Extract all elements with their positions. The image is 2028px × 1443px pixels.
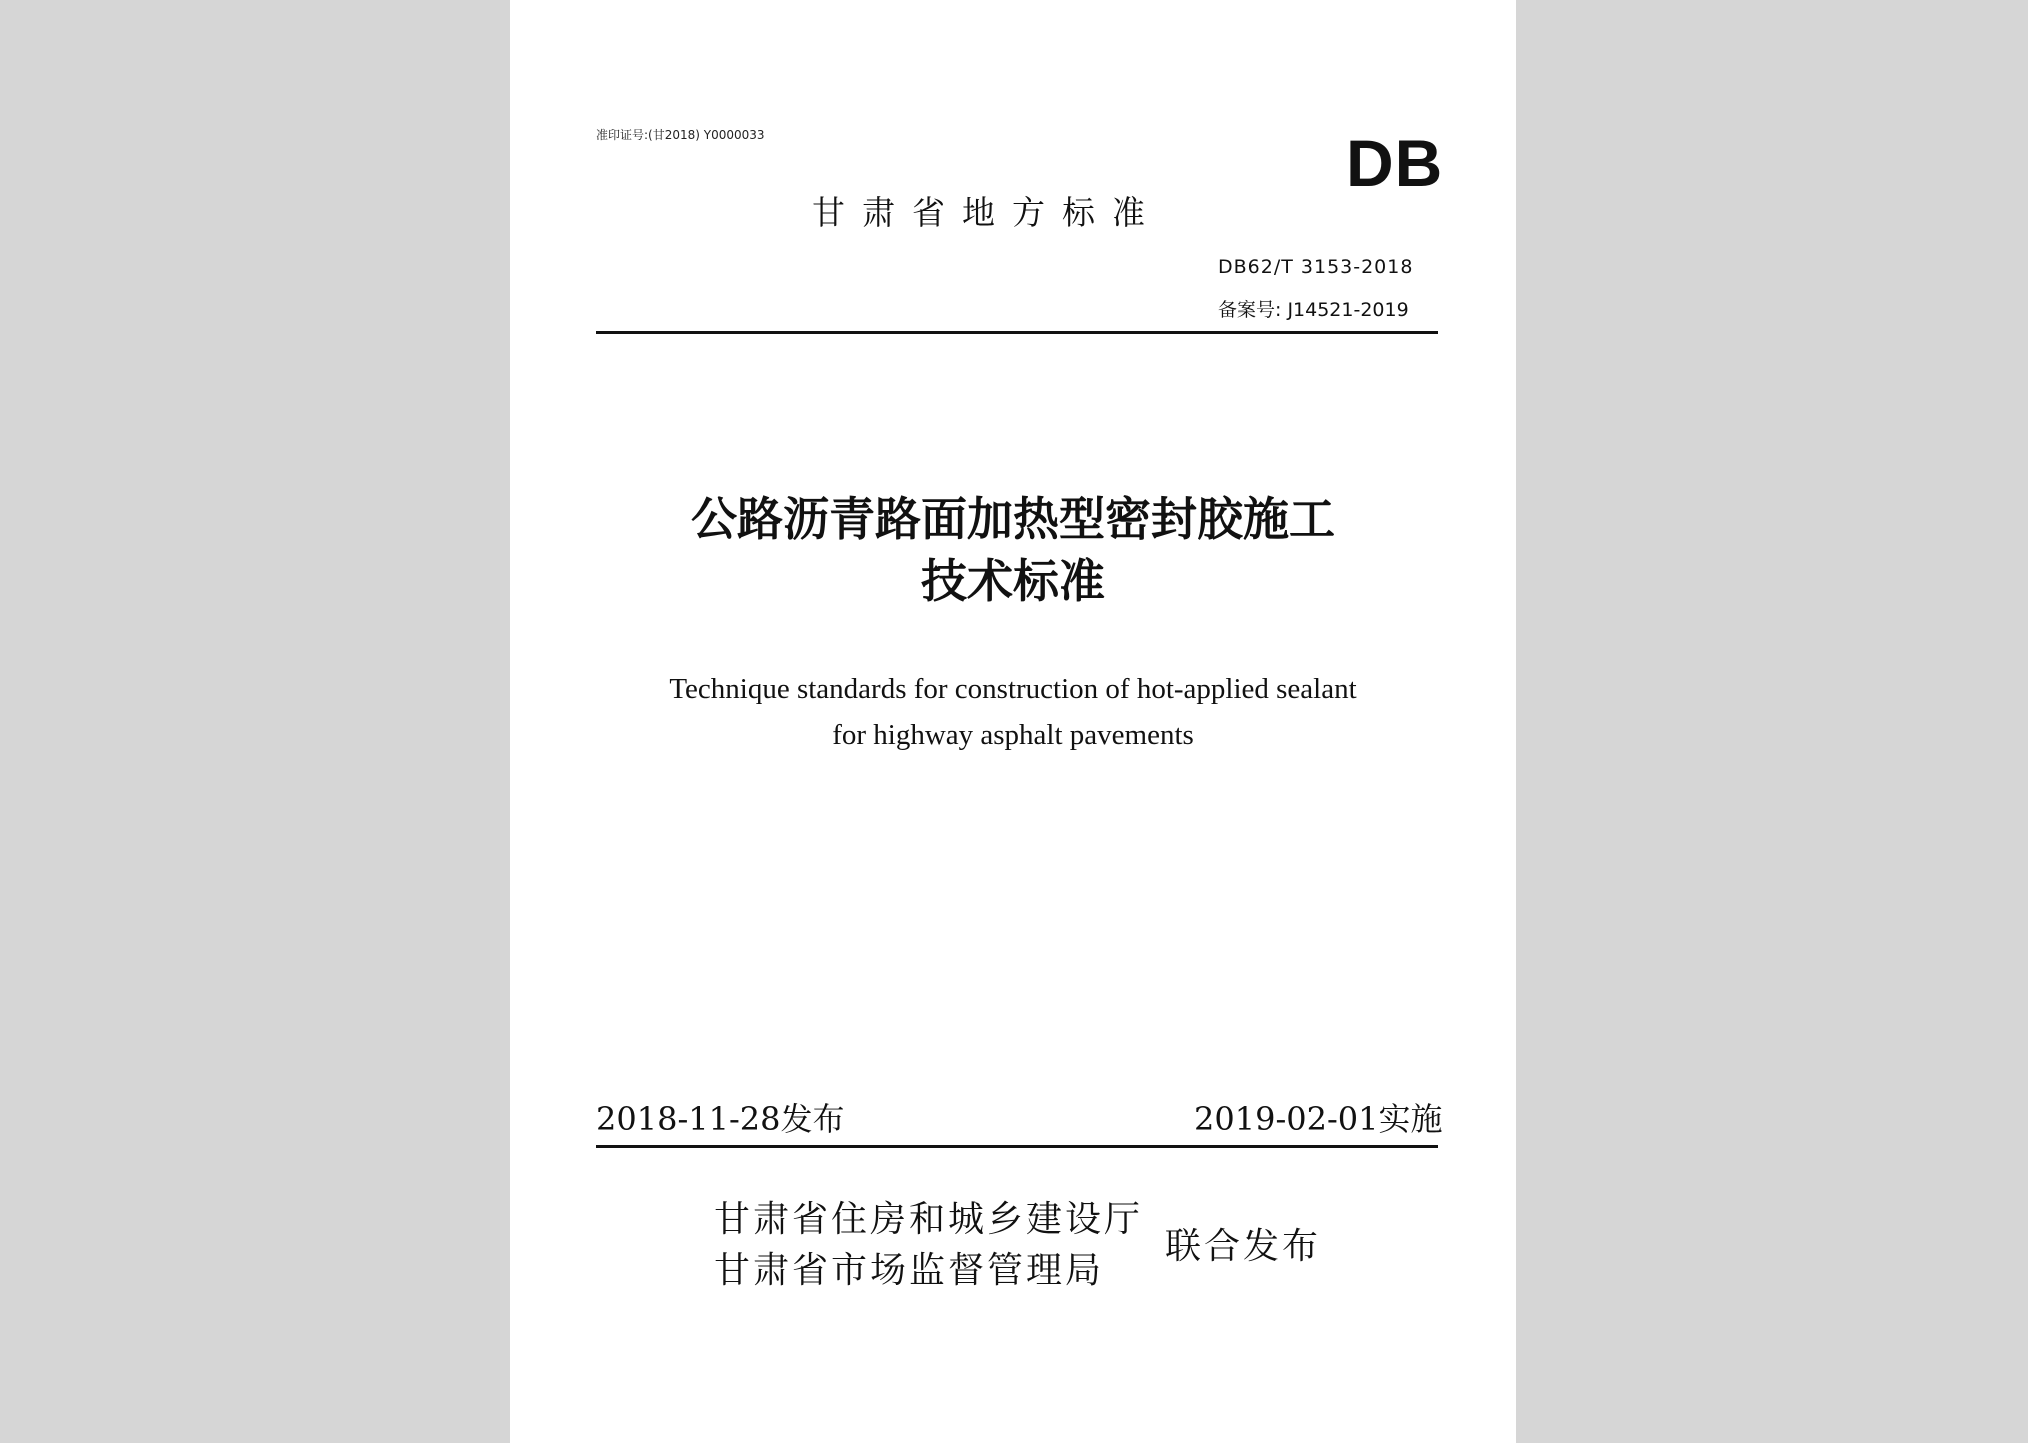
standard-number: DB62/T 3153-2018 xyxy=(1218,256,1414,278)
publisher-housing-dept: 甘肃省住房和城乡建设厅 xyxy=(714,1199,1144,1240)
top-divider xyxy=(596,331,1438,334)
db-mark: DB xyxy=(1346,126,1444,200)
publisher-market-bureau: 甘肃省市场监督管理局 xyxy=(714,1250,1105,1291)
issuer-top: 甘肃省地方标准 xyxy=(812,193,1162,232)
issue-date: 2018-11-28发布 xyxy=(596,1100,845,1138)
title-cn-line-2: 技术标准 xyxy=(921,554,1105,608)
title-cn-line-1: 公路沥青路面加热型密封胶施工 xyxy=(691,492,1335,546)
bottom-divider xyxy=(596,1145,1438,1148)
title-en-line-2: for highway asphalt pavements xyxy=(832,719,1194,751)
title-en-line-1: Technique standards for construction of hot-applied sealant xyxy=(669,673,1357,705)
cover-page xyxy=(510,0,1516,1443)
joint-release-label: 联合发布 xyxy=(1165,1226,1322,1267)
effective-date: 2019-02-01实施 xyxy=(1194,1100,1443,1138)
permit-number: 准印证号:(甘2018) Y0000033 xyxy=(596,128,765,142)
record-number: 备案号: J14521-2019 xyxy=(1218,299,1409,321)
